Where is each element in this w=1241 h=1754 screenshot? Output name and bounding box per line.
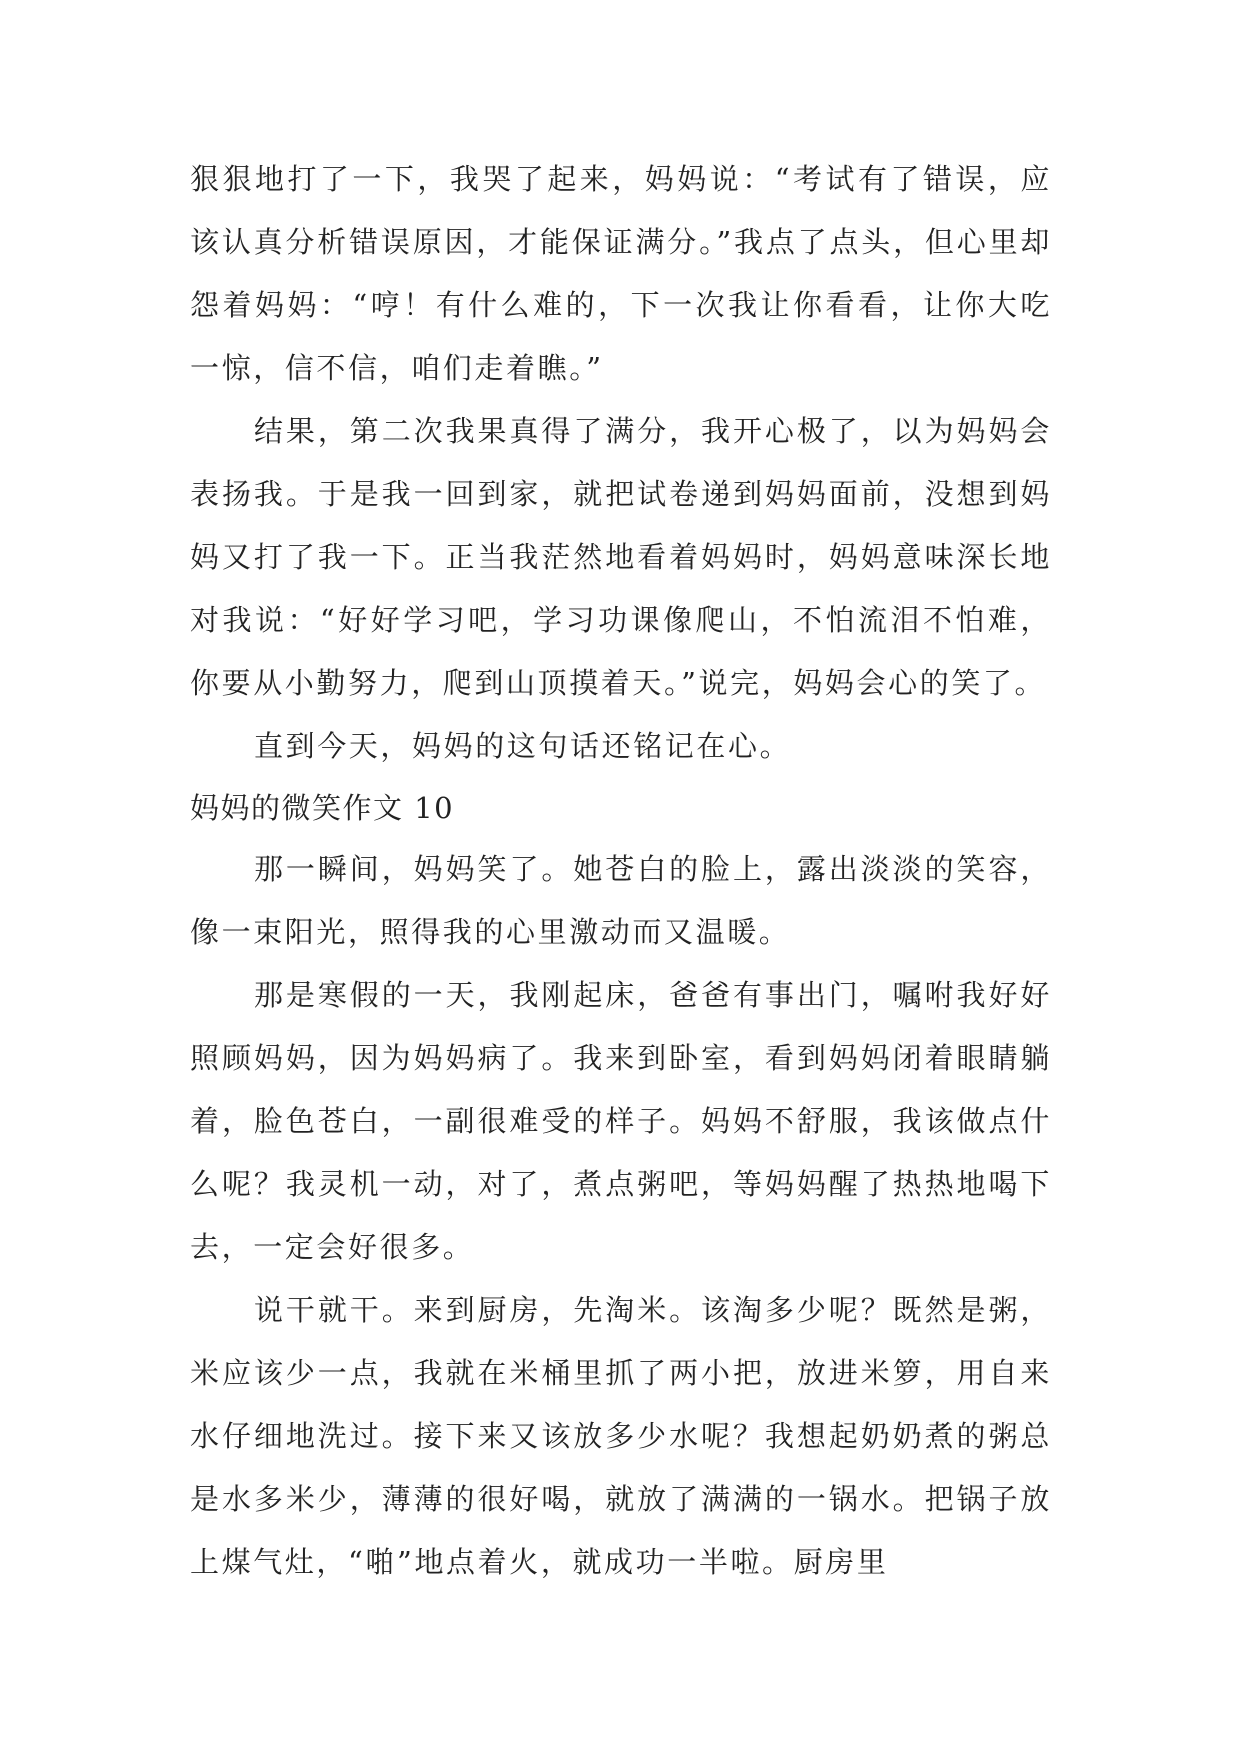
paragraph-4: 那一瞬间，妈妈笑了。她苍白的脸上，露出淡淡的笑容，像一束阳光，照得我的心里激动而又温暖。 bbox=[190, 852, 1052, 949]
paragraph-2: 结果，第二次我果真得了满分，我开心极了，以为妈妈会表扬我。于是我一回到家，就把试卷递到妈妈面前，没想到妈妈又打了我一下。正当我茫然地看着妈妈时，妈妈意味深长地对我说：“好好学习吧，学习功课像爬山，不怕流泪不怕难，你要从小勤努力，爬到山顶摸着天。”说完，妈妈会心的笑了。 bbox=[190, 414, 1052, 700]
section-heading: 妈妈的微笑作文 10 bbox=[190, 791, 455, 825]
document-body bbox=[190, 148, 1052, 1594]
paragraph-3: 直到今天，妈妈的这句话还铭记在心。 bbox=[254, 729, 792, 763]
paragraph-1: 狠狠地打了一下，我哭了起来，妈妈说：“考试有了错误，应该认真分析错误原因，才能保证满分。”我点了点头，但心里却怨着妈妈：“哼！有什么难的，下一次我让你看看，让你大吃一惊，信不信，咱们走着瞧。” bbox=[190, 162, 1052, 385]
paragraph-5: 那是寒假的一天，我刚起床，爸爸有事出门，嘱咐我好好照顾妈妈，因为妈妈病了。我来到卧室，看到妈妈闭着眼睛躺着，脸色苍白，一副很难受的样子。妈妈不舒服，我该做点什么呢？我灵机一动，对了，煮点粥吧，等妈妈醒了热热地喝下去，一定会好很多。 bbox=[190, 978, 1052, 1264]
paragraph-6: 说干就干。来到厨房，先淘米。该淘多少呢？既然是粥，米应该少一点，我就在米桶里抓了两小把，放进米箩，用自来水仔细地洗过。接下来又该放多少水呢？我想起奶奶煮的粥总是水多米少，薄薄的很好喝，就放了满满的一锅水。把锅子放上煤气灶，“啪”地点着火，就成功一半啦。厨房里 bbox=[190, 1293, 1052, 1579]
